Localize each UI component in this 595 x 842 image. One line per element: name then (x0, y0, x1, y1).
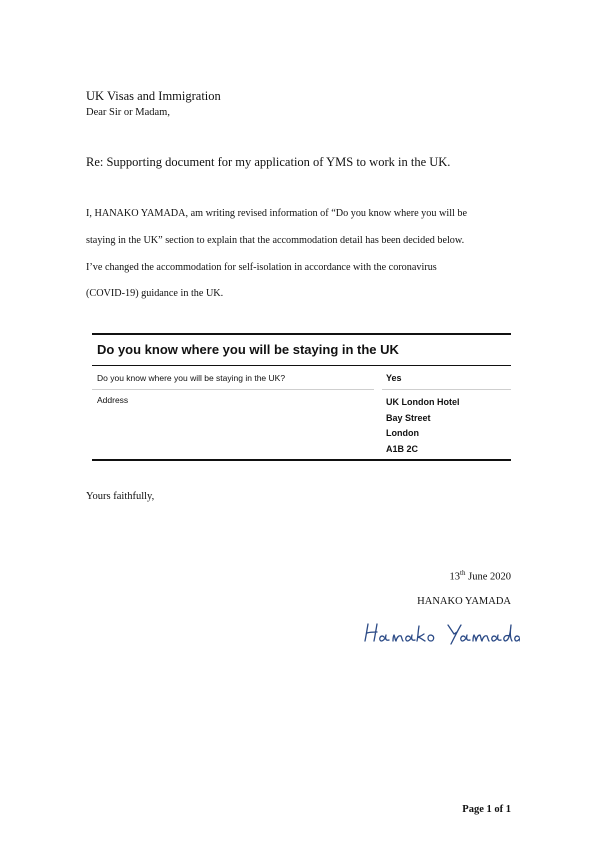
address-line-1: UK London Hotel (386, 397, 460, 407)
body-line-2: staying in the UK” section to explain that the accommodation detail has been decided below. (86, 235, 465, 246)
page-number: Page 1 of 1 (462, 804, 511, 815)
address-label: Address (97, 395, 129, 405)
salutation: Dear Sir or Madam, (86, 107, 170, 118)
signatory-name: HANAKO YAMADA (417, 596, 511, 607)
table-title: Do you know where you will be staying in the UK (97, 342, 399, 357)
date-suffix: th (460, 569, 466, 577)
body-line-1: I, HANAKO YAMADA, am writing revised information of “Do you know where you will be (86, 208, 468, 219)
recipient-line: UK Visas and Immigration (86, 89, 221, 103)
accommodation-table (92, 333, 511, 461)
letter-date (450, 569, 511, 583)
address-line-2: Bay Street (386, 412, 431, 423)
address-line-3: London (386, 428, 419, 438)
subject-line: Re: Supporting document for my application of YMS to work in the UK. (86, 155, 451, 169)
address-value (386, 395, 460, 457)
address-line-4: A1B 2C (386, 443, 419, 454)
body-line-3: I’ve changed the accommodation for self-isolation in accordance with the coronavirus (86, 262, 437, 273)
body-line-4: (COVID-19) guidance in the UK. (86, 288, 224, 299)
signature (360, 618, 520, 646)
date-month-year: June 2020 (465, 571, 511, 583)
table-header-divider (92, 365, 511, 366)
date-day: 13 (449, 571, 461, 583)
closing: Yours faithfully, (86, 491, 155, 502)
table-answer: Yes (386, 373, 402, 383)
table-question: Do you know where you will be staying in the UK? (97, 373, 286, 383)
row-divider-left (92, 389, 374, 390)
row-divider-right (382, 389, 511, 390)
